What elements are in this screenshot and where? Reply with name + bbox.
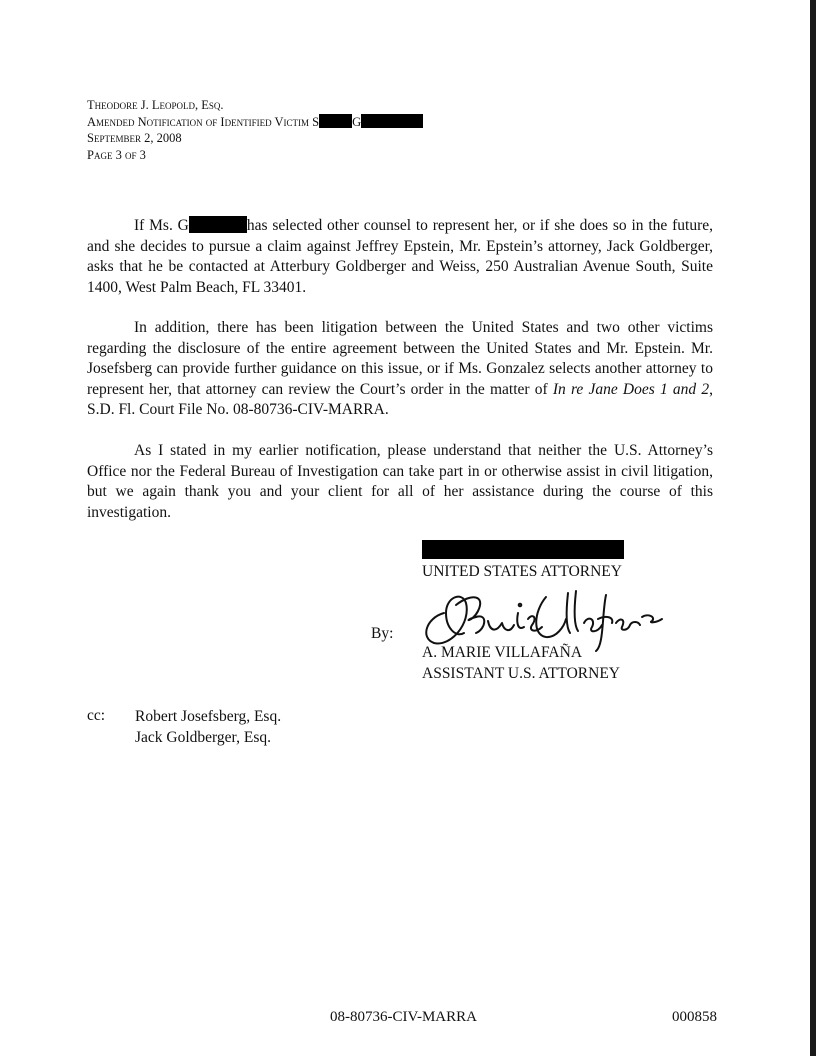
letter-header: [87, 97, 423, 163]
header-subject-text: Amended Notification of Identified Victim S: [87, 114, 320, 129]
cc-label: cc:: [87, 707, 106, 724]
cc-recipients: [135, 707, 281, 748]
paragraph-text: , S.D. Fl. Court File No. 08-80736-CIV-MARRA.: [87, 380, 713, 418]
redaction-box: [361, 114, 423, 128]
paragraph-text: has selected other counsel to represent her, or if she does so in the future, and she decides to pursue a claim against Jeffrey Epstein, Mr. Epstein’s attorney, Jack Goldberger, asks that he be contacted at Atterbury Goldberger and Weiss, 250 Australian Avenue South, Suite 1400, West Palm Beach, FL 33401.: [87, 217, 713, 296]
header-addressee: Theodore J. Leopold, Esq.: [87, 98, 224, 112]
signatory-block: [422, 643, 620, 684]
signatory-title: ASSISTANT U.S. ATTORNEY: [422, 664, 620, 682]
paragraph-text: As I stated in my earlier notification, please understand that neither the U.S. Attorney’s Office nor the Federal Bureau of Investigation can take part in or otherwise assist in civil litigation, but we again thank you and your client for all of her assistance during the course of this investigation.: [87, 442, 713, 521]
footer-bates-number: 000858: [672, 1009, 717, 1025]
case-name: In re Jane Does 1 and 2: [552, 380, 710, 398]
header-date: September 2, 2008: [87, 131, 182, 145]
redaction-box: [319, 114, 352, 128]
paragraph-litigation: [87, 318, 713, 421]
by-label: By:: [371, 625, 394, 642]
office-title: UNITED STATES ATTORNEY: [422, 563, 622, 580]
footer-case-number: 08-80736-CIV-MARRA: [330, 1009, 477, 1025]
paragraph-text: If Ms. G: [134, 217, 189, 234]
scan-edge: [810, 0, 816, 1056]
paragraph-counsel: [87, 216, 713, 298]
cc-recipient: Jack Goldberger, Esq.: [135, 728, 271, 746]
paragraph-text: In addition, there has been litigation between the United States and two other victims regarding the disclosure of the entire agreement between the United States and Mr. Epstein. Mr. Josefsberg can provide further guidance on this issue, or if Ms. Gonzalez selects another attorney to represent her, that attorney can review the Court’s order in the matter of: [87, 319, 713, 398]
paragraph-notification: [87, 441, 713, 523]
redaction-box: [422, 540, 624, 559]
cc-recipient: Robert Josefsberg, Esq.: [135, 708, 282, 725]
redaction-box: [189, 216, 247, 233]
signature-office-block: [422, 540, 624, 583]
header-subject-initial: G: [352, 114, 362, 129]
header-page-number: Page 3 of 3: [87, 147, 146, 162]
header-subject: [87, 114, 423, 131]
signatory-name: A. MARIE VILLAFAÑA: [422, 644, 583, 661]
